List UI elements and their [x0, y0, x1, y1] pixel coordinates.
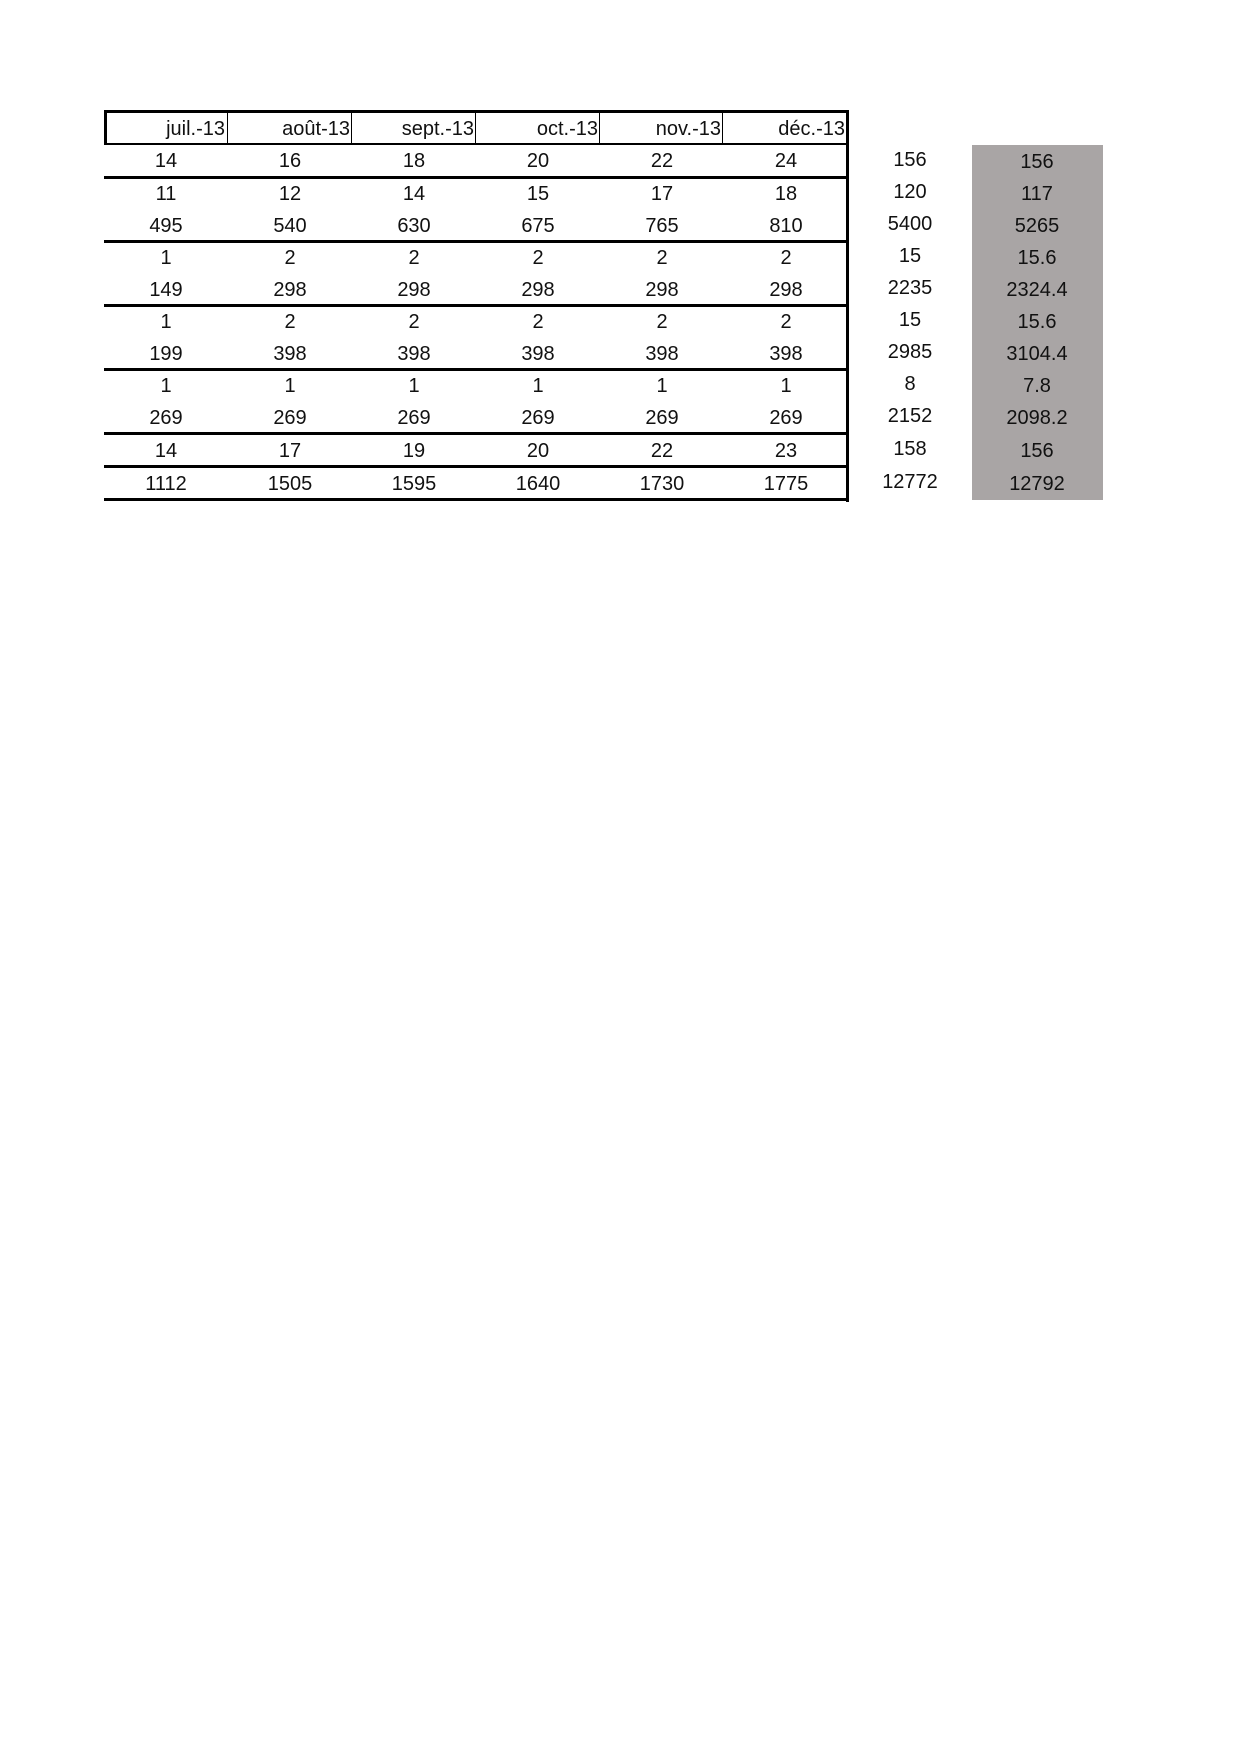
table-cell: 298 [273, 279, 307, 301]
table-cell: 298 [521, 279, 555, 301]
table-cell: 810 [769, 215, 803, 237]
table-cell: 1 [160, 375, 172, 397]
table-cell: 398 [645, 343, 679, 365]
table-cell: 2 [656, 311, 668, 333]
table-cell: 2 [780, 311, 792, 333]
table-cell: 398 [521, 343, 555, 365]
table-cell: 1 [284, 375, 296, 397]
row-total: 15 [898, 245, 922, 267]
table-cell: 1775 [763, 473, 809, 495]
comparison-value: 2098.2 [1006, 407, 1068, 429]
comparison-value: 15.6 [1017, 311, 1057, 333]
table-cell: 16 [278, 150, 302, 172]
row-separator [104, 368, 848, 371]
row-total: 12772 [882, 471, 938, 493]
table-cell: 2 [532, 311, 544, 333]
table-cell: 24 [774, 150, 798, 172]
comparison-value: 7.8 [1023, 375, 1051, 397]
table-cell: 398 [273, 343, 307, 365]
table-cell: 1505 [267, 473, 313, 495]
table-cell: 1 [780, 375, 792, 397]
month-header: nov.-13 [655, 118, 721, 140]
header-divider [227, 113, 228, 143]
table-cell: 22 [650, 150, 674, 172]
table-cell: 1112 [145, 473, 187, 495]
table-cell: 14 [154, 150, 178, 172]
table-cell: 14 [402, 183, 426, 205]
comparison-value: 3104.4 [1006, 343, 1068, 365]
table-cell: 149 [149, 279, 183, 301]
table-cell: 17 [650, 183, 674, 205]
comparison-value: 2324.4 [1006, 279, 1068, 301]
table-cell: 269 [397, 407, 431, 429]
header-divider [475, 113, 476, 143]
table-cell: 765 [645, 215, 679, 237]
row-total: 156 [893, 149, 927, 171]
table-cell: 540 [273, 215, 307, 237]
header-top-border [104, 110, 848, 113]
header-divider [599, 113, 600, 143]
table-cell: 630 [397, 215, 431, 237]
table-cell: 1 [532, 375, 544, 397]
header-divider [351, 113, 352, 143]
row-separator [104, 465, 848, 468]
row-total: 2152 [887, 405, 933, 427]
month-header: oct.-13 [536, 118, 598, 140]
table-cell: 1 [160, 311, 172, 333]
comparison-value: 117 [1021, 183, 1053, 205]
table-bottom-border [104, 498, 848, 501]
table-cell: 269 [149, 407, 183, 429]
row-total: 2235 [887, 277, 933, 299]
table-cell: 1 [656, 375, 668, 397]
table-cell: 20 [526, 150, 550, 172]
comparison-value: 15.6 [1017, 247, 1057, 269]
table-cell: 495 [149, 215, 183, 237]
month-header: juil.-13 [166, 118, 225, 140]
table-cell: 17 [278, 440, 302, 462]
table-cell: 298 [769, 279, 803, 301]
table-cell: 2 [284, 247, 296, 269]
row-total: 5400 [887, 213, 933, 235]
table-cell: 23 [774, 440, 798, 462]
table-cell: 14 [154, 440, 178, 462]
table-cell: 269 [521, 407, 555, 429]
comparison-value: 156 [1020, 440, 1054, 462]
table-cell: 22 [650, 440, 674, 462]
table-cell: 1595 [391, 473, 437, 495]
table-cell: 1640 [515, 473, 561, 495]
month-header: août-13 [282, 118, 350, 140]
table-cell: 199 [149, 343, 183, 365]
table-cell: 2 [780, 247, 792, 269]
month-header: déc.-13 [778, 118, 845, 140]
table-cell: 1 [160, 247, 172, 269]
table-cell: 15 [526, 183, 550, 205]
table-cell: 12 [278, 183, 302, 205]
table-cell: 2 [408, 247, 420, 269]
row-total: 15 [898, 309, 922, 331]
table-cell: 18 [402, 150, 426, 172]
row-total: 158 [893, 438, 927, 460]
comparison-value: 12792 [1009, 473, 1065, 495]
table-cell: 2 [532, 247, 544, 269]
table-cell: 2 [284, 311, 296, 333]
row-separator [104, 304, 848, 307]
comparison-value: 156 [1020, 151, 1054, 173]
table-cell: 269 [273, 407, 307, 429]
table-cell: 2 [656, 247, 668, 269]
table-cell: 1 [408, 375, 420, 397]
row-total: 2985 [887, 341, 933, 363]
row-total: 120 [893, 181, 927, 203]
row-total: 8 [904, 373, 916, 395]
table-cell: 675 [521, 215, 555, 237]
table-cell: 2 [408, 311, 420, 333]
comparison-value: 5265 [1014, 215, 1060, 237]
table-cell: 298 [397, 279, 431, 301]
table-cell: 269 [769, 407, 803, 429]
row-separator [104, 240, 848, 243]
month-header: sept.-13 [401, 118, 474, 140]
table-cell: 1730 [639, 473, 685, 495]
table-cell: 11 [155, 183, 177, 205]
table-cell: 398 [397, 343, 431, 365]
header-divider [722, 113, 723, 143]
table-cell: 398 [769, 343, 803, 365]
table-cell: 298 [645, 279, 679, 301]
table-cell: 19 [402, 440, 426, 462]
row-separator [104, 176, 848, 179]
table-cell: 18 [774, 183, 798, 205]
row-separator [104, 432, 848, 435]
table-cell: 269 [645, 407, 679, 429]
table-cell: 20 [526, 440, 550, 462]
header-bottom-border [104, 143, 848, 145]
